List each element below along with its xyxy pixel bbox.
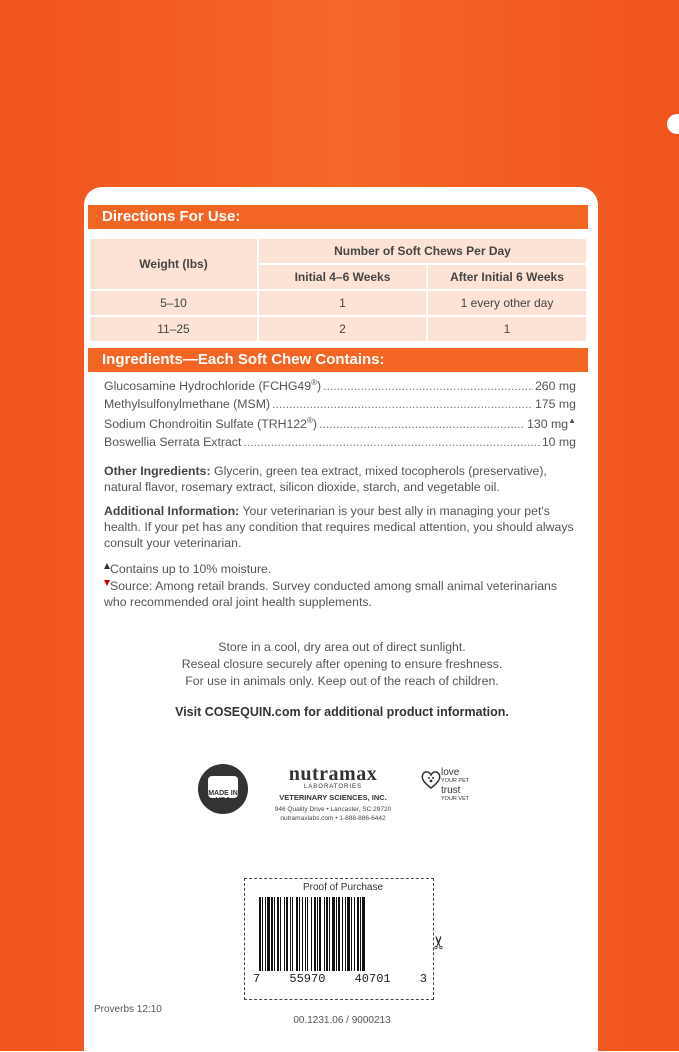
barcode-bar: [329, 897, 330, 971]
nutramax-logo: nutramax LABORATORIES VETERINARY SCIENCES, INC. 946 Quality Drive • Lancaster, SC 29720 nutramaxlabs.com • 1-888-886-6442: [274, 763, 392, 822]
barcode-bar: [274, 897, 275, 971]
barcode-bar: [362, 897, 365, 971]
weight-header: Weight (lbs): [89, 238, 258, 290]
weight-cell: 11–25: [89, 316, 258, 342]
visit-website-text: Visit COSEQUIN.com for additional product information.: [175, 705, 509, 719]
barcode-bar: [336, 897, 337, 971]
ingredient-amount: 130 mg▲: [527, 416, 576, 432]
barcode-bar: [342, 897, 343, 971]
initial-header: Initial 4–6 Weeks: [258, 264, 427, 290]
love-pet-trust-vet-icon: love YOUR PET trust YOUR VET: [415, 766, 485, 816]
barcode-bar: [311, 897, 312, 971]
other-ingredients: Other Ingredients: Glycerin, green tea extract, mixed tocopherols (preservative), natural flavor, rosemary extract, silicon dioxide, starch, and vegetable oil.: [104, 464, 547, 494]
ingredient-name: Sodium Chondroitin Sulfate (TRH122®): [104, 416, 318, 432]
barcode-bar: [277, 897, 279, 971]
after-cell: 1: [427, 316, 587, 342]
initial-cell: 1: [258, 290, 427, 316]
list-item: [104, 378, 576, 397]
barcode-bar: [296, 897, 298, 971]
barcode-bar: [292, 897, 293, 971]
additional-information: Additional Information: Your veterinarian is your best ally in managing your pet's health. If your pet has any condition that requires medical attention, you should always consult your veterinarian.: [104, 504, 574, 550]
barcode-bar: [290, 897, 291, 971]
barcode-bar: [351, 897, 352, 971]
barcode-bar: [319, 897, 321, 971]
moisture-mark: ▲: [568, 416, 576, 425]
ingredients-title: Ingredients—Each Soft Chew Contains:: [88, 348, 588, 372]
directions-table: [88, 237, 588, 343]
barcode-bar: [299, 897, 300, 971]
barcode-bar: [332, 897, 335, 971]
proverbs-reference: Proverbs 12:10: [94, 1004, 162, 1015]
initial-cell: 2: [258, 316, 427, 342]
barcode-bar: [338, 897, 340, 971]
list-item: [104, 435, 576, 454]
barcode-bar: [357, 897, 359, 971]
ingredient-list: [104, 378, 576, 454]
proof-of-purchase-box: [244, 878, 434, 1000]
ingredient-amount: 175 mg: [534, 397, 576, 411]
table-row: [89, 316, 587, 342]
heart-icon: [420, 770, 442, 790]
ingredient-name: Methylsulfonylmethane (MSM): [104, 397, 271, 411]
barcode-bar: [305, 897, 306, 971]
barcode-bar: [284, 897, 285, 971]
moisture-note: Contains up to 10% moisture.: [104, 561, 580, 577]
barcode-digits: 7 55970 40701 3: [253, 972, 427, 986]
barcode-bar: [280, 897, 281, 971]
product-code: 00.1231.06 / 9000213: [293, 1015, 391, 1026]
directions-title: Directions For Use:: [88, 205, 588, 229]
source-note: Source: Among retail brands. Survey conducted among small animal veterinarians who recommended oral joint health supplements.: [104, 579, 558, 609]
barcode: [257, 897, 423, 971]
after-header: After Initial 6 Weeks: [427, 264, 587, 290]
chews-header: Number of Soft Chews Per Day: [258, 238, 587, 264]
barcode-bar: [345, 897, 346, 971]
barcode-bar: [267, 897, 270, 971]
table-row: [89, 290, 587, 316]
ingredient-name: Glucosamine Hydrochloride (FCHG49®): [104, 378, 322, 394]
barcode-bar: [302, 897, 303, 971]
list-item: [104, 397, 576, 416]
scissors-icon: ✂: [429, 934, 450, 951]
barcode-bar: [265, 897, 266, 971]
barcode-bar: [360, 897, 361, 971]
barcode-bar: [259, 897, 261, 971]
barcode-bar: [307, 897, 308, 971]
list-item: [104, 416, 576, 435]
barcode-bar: [262, 897, 263, 971]
leader-dots: [323, 379, 533, 393]
ingredient-name: Boswellia Serrata Extract: [104, 435, 242, 449]
made-in-usa-icon: MADE IN USA: [198, 764, 248, 814]
proof-of-purchase-label: Proof of Purchase: [303, 882, 384, 893]
barcode-bar: [354, 897, 355, 971]
ingredient-amount: 260 mg: [534, 379, 576, 394]
leader-dots: [272, 397, 533, 411]
barcode-bar: [347, 897, 350, 971]
leader-dots: [319, 417, 525, 431]
barcode-bar: [314, 897, 316, 971]
ingredient-amount: 10 mg: [541, 435, 576, 449]
barcode-bar: [326, 897, 328, 971]
barcode-bar: [317, 897, 318, 971]
barcode-bar: [324, 897, 325, 971]
leader-dots: [243, 435, 539, 449]
barcode-bar: [271, 897, 273, 971]
storage-instructions: Store in a cool, dry area out of direct sunlight. Reseal closure securely after opening to ensure freshness. For use in animals only. Keep out of the reach of children.: [181, 640, 503, 688]
after-cell: 1 every other day: [427, 290, 587, 316]
barcode-bar: [286, 897, 288, 971]
weight-cell: 5–10: [89, 290, 258, 316]
